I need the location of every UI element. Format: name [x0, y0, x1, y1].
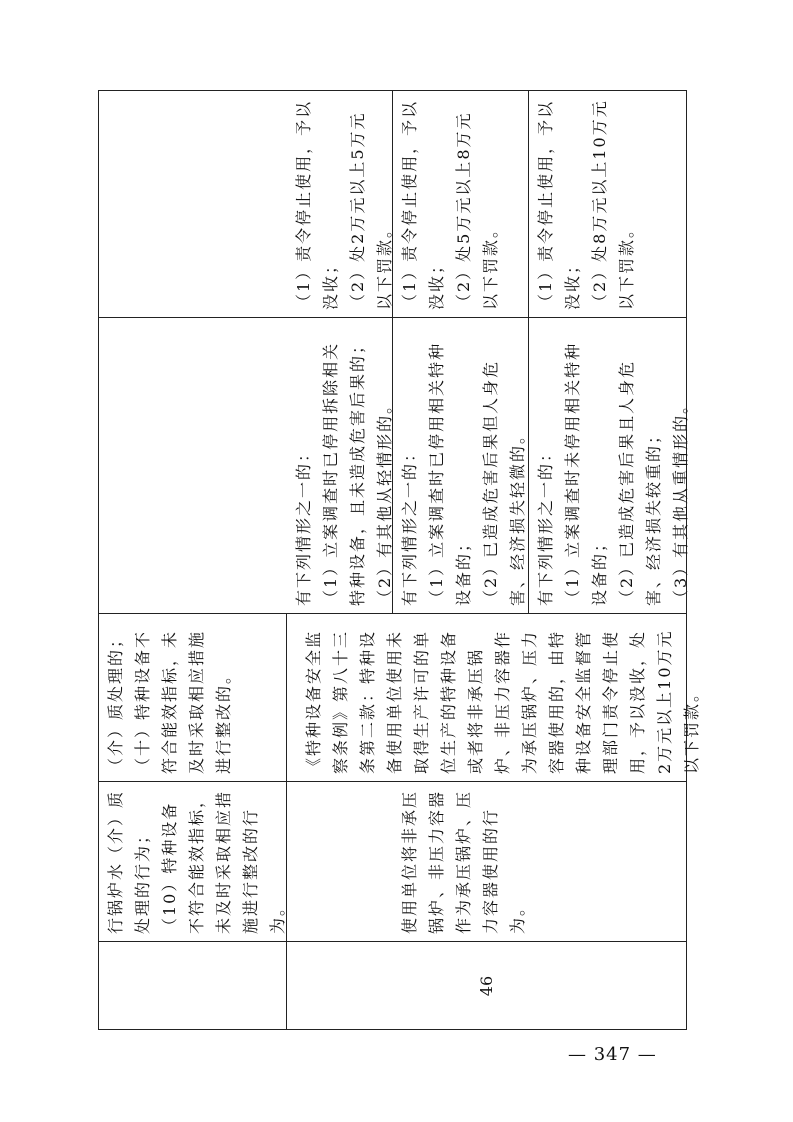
- penalty-tier-2: （1）责令停止使用，予以没收； （2）处5万元以上8万元以下罚款。: [400, 99, 500, 310]
- circumstance-tier-2: 有下列情形之一的： （1）立案调查时已停用相关特种设备的； （2）已造成危害后果但人身危害、经济损失轻微的。: [400, 341, 527, 606]
- row-number: 46: [477, 975, 496, 997]
- circumstance-tier-3: 有下列情形之一的： （1）立案调查时未停用相关特种设备的； （2）已造成危害后果且人身危害、经济损失较重的； （3）有其他从重情形的。: [536, 341, 690, 606]
- behavior-cell-top: 行锅炉水（介）质处理的行为； （10）特种设备不符合能效指标，未及时采取相应措施进行整改的行为。: [106, 789, 287, 934]
- penalty-table: [98, 90, 701, 1030]
- basis-cell-main: 《特种设备安全监察条例》第八十三条第二款：特种设备使用单位使用未取得生产许可的单位生产的特种设备或者将非承压锅炉、非压力容器作为承压锅炉、压力容器使用的，由特种设备安全监督管理部门责令停止使用，予以没收，处2万元以上10万元以下罚款。: [304, 629, 701, 774]
- penalty-tier-3: （1）责令停止使用，予以没收； （2）处8万元以上10万元以下罚款。: [536, 99, 636, 310]
- behavior-cell-main: 使用单位将非承压锅炉、非压力容器作为承压锅炉、压力容器使用的行为。: [400, 789, 527, 934]
- page-number: — 347 —: [568, 1044, 657, 1065]
- penalty-tier-1: （1）责令停止使用，予以没收； （2）处2万元以上5万元以下罚款。: [294, 99, 394, 310]
- basis-cell-top: （介）质处理的； （十）特种设备不符合能效指标，未及时采取相应措施进行整改的。: [106, 629, 233, 774]
- circumstance-tier-1: 有下列情形之一的： （1）立案调查时已停用拆除相关特种设备，且未造成危害后果的； （2）有其他从轻情形的。: [294, 335, 394, 606]
- rotated-table-body: [98, 90, 701, 1030]
